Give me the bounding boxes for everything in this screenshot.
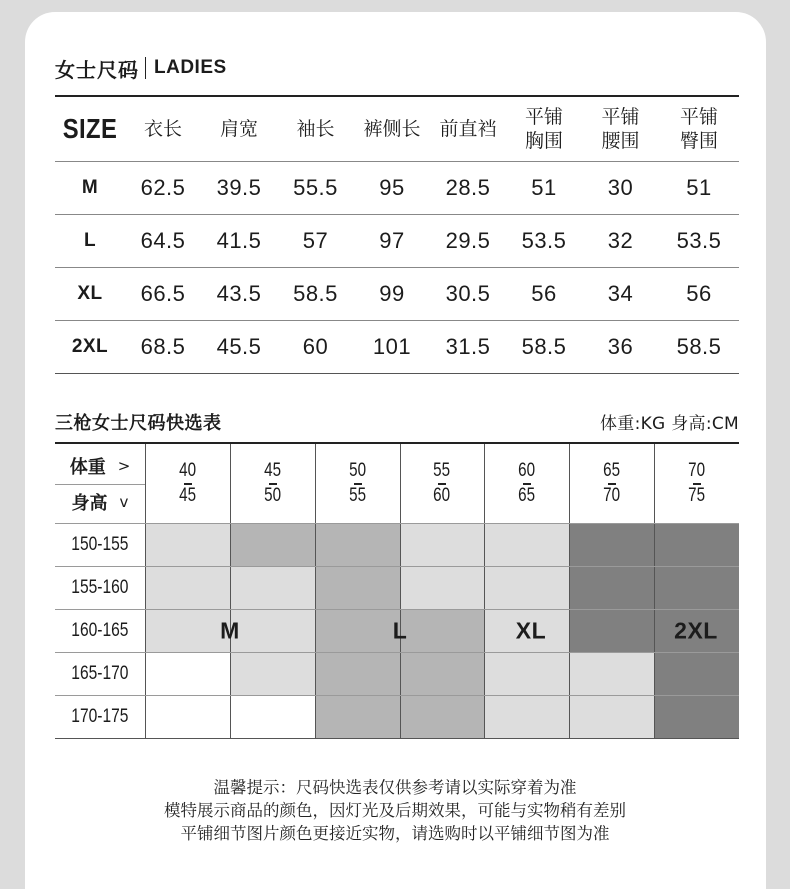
weight-range-header: 50 55 (349, 460, 366, 506)
size-cell: M (81, 176, 99, 198)
grid-cell-mid (315, 609, 400, 652)
value-cell: 101 (372, 333, 412, 359)
size-zone-label: XL (515, 617, 547, 643)
title-divider (145, 57, 146, 79)
height-arrow-icon: v (119, 493, 129, 511)
grid-cell-white (230, 695, 315, 739)
value-cell: 57 (302, 227, 329, 253)
title-en: LADIES (154, 57, 227, 78)
value-cell: 32 (607, 227, 634, 253)
weight-range-header: 65 70 (603, 460, 620, 506)
grid-cell-dark (569, 523, 654, 566)
grid-cell-mid (400, 609, 484, 652)
value-cell: 55.5 (293, 174, 338, 200)
grid-cell-light (484, 523, 569, 566)
section-title-ladies (55, 53, 227, 83)
header-chest: 平铺 胸围 (524, 105, 563, 152)
grid-cell-mid (400, 695, 484, 739)
value-cell: 99 (379, 280, 405, 306)
weight-range-header: 55 60 (433, 460, 451, 506)
value-cell: 28.5 (445, 174, 491, 200)
header-outseam: 裤侧长 (363, 117, 421, 140)
weight-range-header: 60 65 (518, 460, 535, 506)
grid-cell-light (230, 652, 315, 695)
grid-cell-mid (315, 695, 400, 739)
value-cell: 31.5 (445, 333, 491, 359)
value-cell: 30 (607, 174, 634, 200)
value-cell: 68.5 (140, 333, 186, 359)
value-cell: 51 (531, 174, 557, 200)
header-front-rise: 前直裆 (439, 117, 497, 140)
grid-horizontal-line (55, 484, 145, 485)
header-shoulder: 肩宽 (219, 117, 258, 140)
units-label: 体重:KG 身高:CM (599, 414, 739, 434)
value-cell: 53.5 (676, 227, 722, 253)
value-cell: 36 (607, 333, 634, 359)
grid-cell-mid (315, 566, 400, 609)
value-cell: 95 (379, 174, 405, 200)
grid-cell-light (145, 609, 230, 652)
value-cell: 43.5 (216, 280, 262, 306)
value-cell: 51 (686, 174, 712, 200)
value-cell: 56 (686, 280, 712, 306)
grid-cell-dark (654, 695, 739, 739)
grid-cell-light (400, 566, 484, 609)
weight-range-header: 40 45 (179, 460, 196, 506)
grid-cell-white (145, 695, 230, 739)
note-line: 温馨提示：尺码快选表仅供参考请以实际穿着为准 (213, 778, 577, 797)
weight-range-header: 70 75 (688, 460, 705, 506)
height-range-label: 155-160 (71, 576, 129, 598)
corner-weight (55, 450, 145, 482)
header-hip: 平铺 臀围 (679, 105, 718, 152)
value-cell: 30.5 (445, 280, 491, 306)
size-zone-label: M (220, 617, 240, 643)
table-row (55, 320, 739, 373)
size-table (55, 95, 739, 374)
weight-range-header: 45 50 (264, 460, 281, 506)
weight-arrow-icon: > (117, 457, 131, 475)
quick-select-title: 三枪女士尺码快选表 (55, 413, 222, 434)
grid-cell-dark (569, 609, 654, 652)
value-cell: 97 (379, 227, 405, 253)
grid-cell-dark (654, 566, 739, 609)
grid-cell-mid (230, 523, 315, 566)
grid-cell-light (145, 523, 230, 566)
grid-cell-light (484, 695, 569, 739)
value-cell: 58.5 (521, 333, 567, 359)
value-cell: 34 (607, 280, 634, 306)
grid-cell-dark (569, 566, 654, 609)
header-length: 衣长 (143, 117, 182, 140)
note-line: 平铺细节图片颜色更接近实物，请选购时以平铺细节图为准 (180, 824, 610, 843)
grid-cell-light (145, 566, 230, 609)
value-cell: 56 (531, 280, 557, 306)
grid-cell-light (230, 566, 315, 609)
size-cell: XL (77, 282, 103, 304)
grid-horizontal-line (55, 523, 739, 524)
grid-cell-white (145, 652, 230, 695)
corner-height (55, 486, 145, 518)
grid-horizontal-line (55, 695, 739, 696)
size-quick-select-grid (55, 444, 739, 739)
value-cell: 53.5 (521, 227, 567, 253)
value-cell: 58.5 (676, 333, 722, 359)
grid-cell-light (400, 523, 484, 566)
grid-cell-light (484, 566, 569, 609)
height-range-label: 160-165 (71, 619, 129, 641)
table-row (55, 267, 739, 320)
weight-label: 体重 (69, 457, 106, 478)
size-cell: 2XL (71, 335, 109, 357)
grid-cell-mid (315, 523, 400, 566)
grid-cell-dark (654, 523, 739, 566)
value-cell: 62.5 (140, 174, 186, 200)
grid-cell-light (484, 652, 569, 695)
size-zone-label: L (392, 617, 408, 643)
value-cell: 60 (302, 333, 329, 359)
value-cell: 29.5 (445, 227, 491, 253)
height-range-label: 165-170 (71, 662, 129, 684)
grid-cell-mid (315, 652, 400, 695)
header-size: SIZE (62, 112, 118, 144)
size-table-header (55, 96, 739, 161)
size-cell: L (83, 229, 97, 251)
title-cn: 女士尺码 (55, 57, 139, 82)
table-row (55, 214, 739, 267)
grid-horizontal-line (55, 652, 739, 653)
notes (0, 776, 790, 845)
value-cell: 64.5 (140, 227, 186, 253)
value-cell: 58.5 (293, 280, 338, 306)
value-cell: 39.5 (216, 174, 262, 200)
grid-horizontal-line (55, 566, 739, 567)
height-range-label: 170-175 (71, 706, 129, 727)
note-line: 模特展示商品的颜色，因灯光及后期效果，可能与实物稍有差别 (164, 801, 626, 820)
grid-cell-dark (654, 652, 739, 695)
height-range-label: 150-155 (71, 533, 129, 555)
value-cell: 41.5 (216, 227, 262, 253)
grid-bottom-line (55, 738, 739, 739)
value-cell: 66.5 (140, 280, 186, 306)
height-label: 身高 (71, 493, 108, 514)
grid-cell-light (230, 609, 315, 652)
value-cell: 45.5 (216, 333, 262, 359)
table-row (55, 161, 739, 214)
header-sleeve: 袖长 (296, 117, 335, 140)
grid-cell-light (569, 695, 654, 739)
size-zone-label: 2XL (674, 617, 718, 643)
grid-cell-mid (400, 652, 484, 695)
grid-cell-light (569, 652, 654, 695)
header-waist: 平铺 腰围 (601, 105, 640, 152)
grid-horizontal-line (55, 609, 739, 610)
